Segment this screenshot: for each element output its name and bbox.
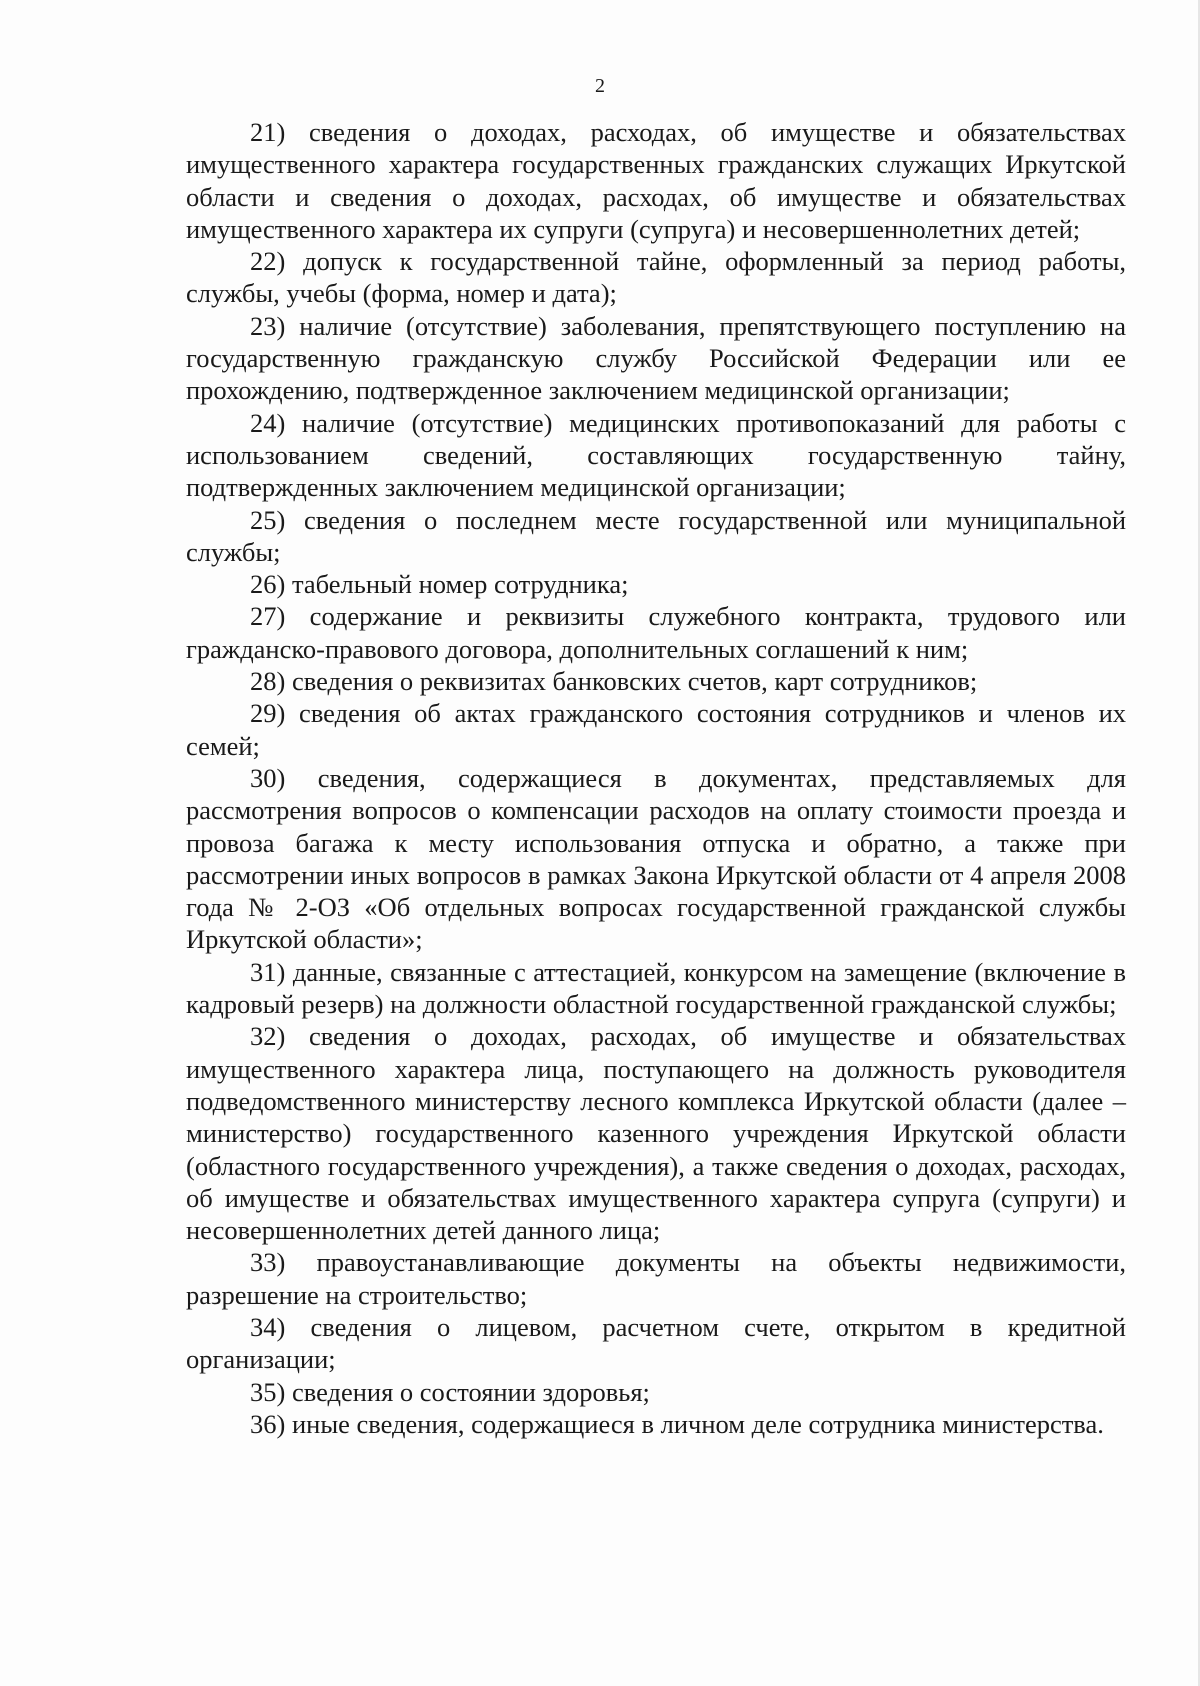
list-item-33: 33) правоустанавливающие документы на объекты недвижимости, разрешение на строительство; [186,1247,1126,1310]
list-item-29: 29) сведения об актах гражданского состояния сотрудников и членов их семей; [186,698,1126,761]
list-item-23: 23) наличие (отсутствие) заболевания, препятствующего поступлению на государственную гражданскую службу Российской Федерации или ее прохождению, подтвержденное заключением медицинской организации; [186,310,1126,406]
list-item-32: 32) сведения о доходах, расходах, об имуществе и обязательствах имущественного характера лица, поступающего на должность руководителя подведомственного министерству лесного комплекса Иркутской области (далее – министерство) государственного казенного учреждения Иркутской области (областного государственного учреждения), а также сведения о доходах, расходах, об имуществе и обязательствах имущественного характера супруга (супруги) и несовершеннолетних детей данного лица; [186,1021,1126,1246]
list-item-21: 21) сведения о доходах, расходах, об имуществе и обязательствах имущественного характера государственных гражданских служащих Иркутской области и сведения о доходах, расходах, об имуществе и обязательствах имущественного характера их супруги (супруга) и несовершеннолетних детей; [186,117,1126,244]
list-item-22: 22) допуск к государственной тайне, оформленный за период работы, службы, учебы (форма, номер и дата); [186,246,1126,309]
list-item-26: 26) табельный номер сотрудника; [250,569,629,600]
list-item-27: 27) содержание и реквизиты служебного контракта, трудового или гражданско-правового договора, дополнительных соглашений к ним; [186,601,1126,664]
list-item-34: 34) сведения о лицевом, расчетном счете, открытом в кредитной организации; [186,1311,1126,1375]
list-item-30: 30) сведения, содержащиеся в документах, представляемых для рассмотрения вопросов о компенсации расходов на оплату стоимости проезда и провоза багажа к месту использования отпуска и обратно, а также при рассмотрении иных вопросов в рамках Закона Иркутской области от 4 апреля 2008 года № 2-ОЗ «Об отдельных вопросах государственной гражданской службы Иркутской области»; [186,762,1126,955]
list-item-28: 28) сведения о реквизитах банковских счетов, карт сотрудников; [250,666,978,697]
list-item-35: 35) сведения о состоянии здоровья; [250,1376,650,1407]
list-item-36: 36) иные сведения, содержащиеся в личном деле сотрудника министерства. [250,1408,1104,1439]
list-item-31: 31) данные, связанные с аттестацией, конкурсом на замещение (включение в кадровый резерв) на должности областной государственной гражданской службы; [186,956,1126,1020]
list-item-24: 24) наличие (отсутствие) медицинских противопоказаний для работы с использованием сведений, составляющих государственную тайну, подтвержденных заключением медицинской организации; [186,407,1126,503]
page-number: 2 [595,75,605,97]
list-item-25: 25) сведения о последнем месте государственной или муниципальной службы; [186,504,1126,567]
list-body [186,116,1126,1440]
